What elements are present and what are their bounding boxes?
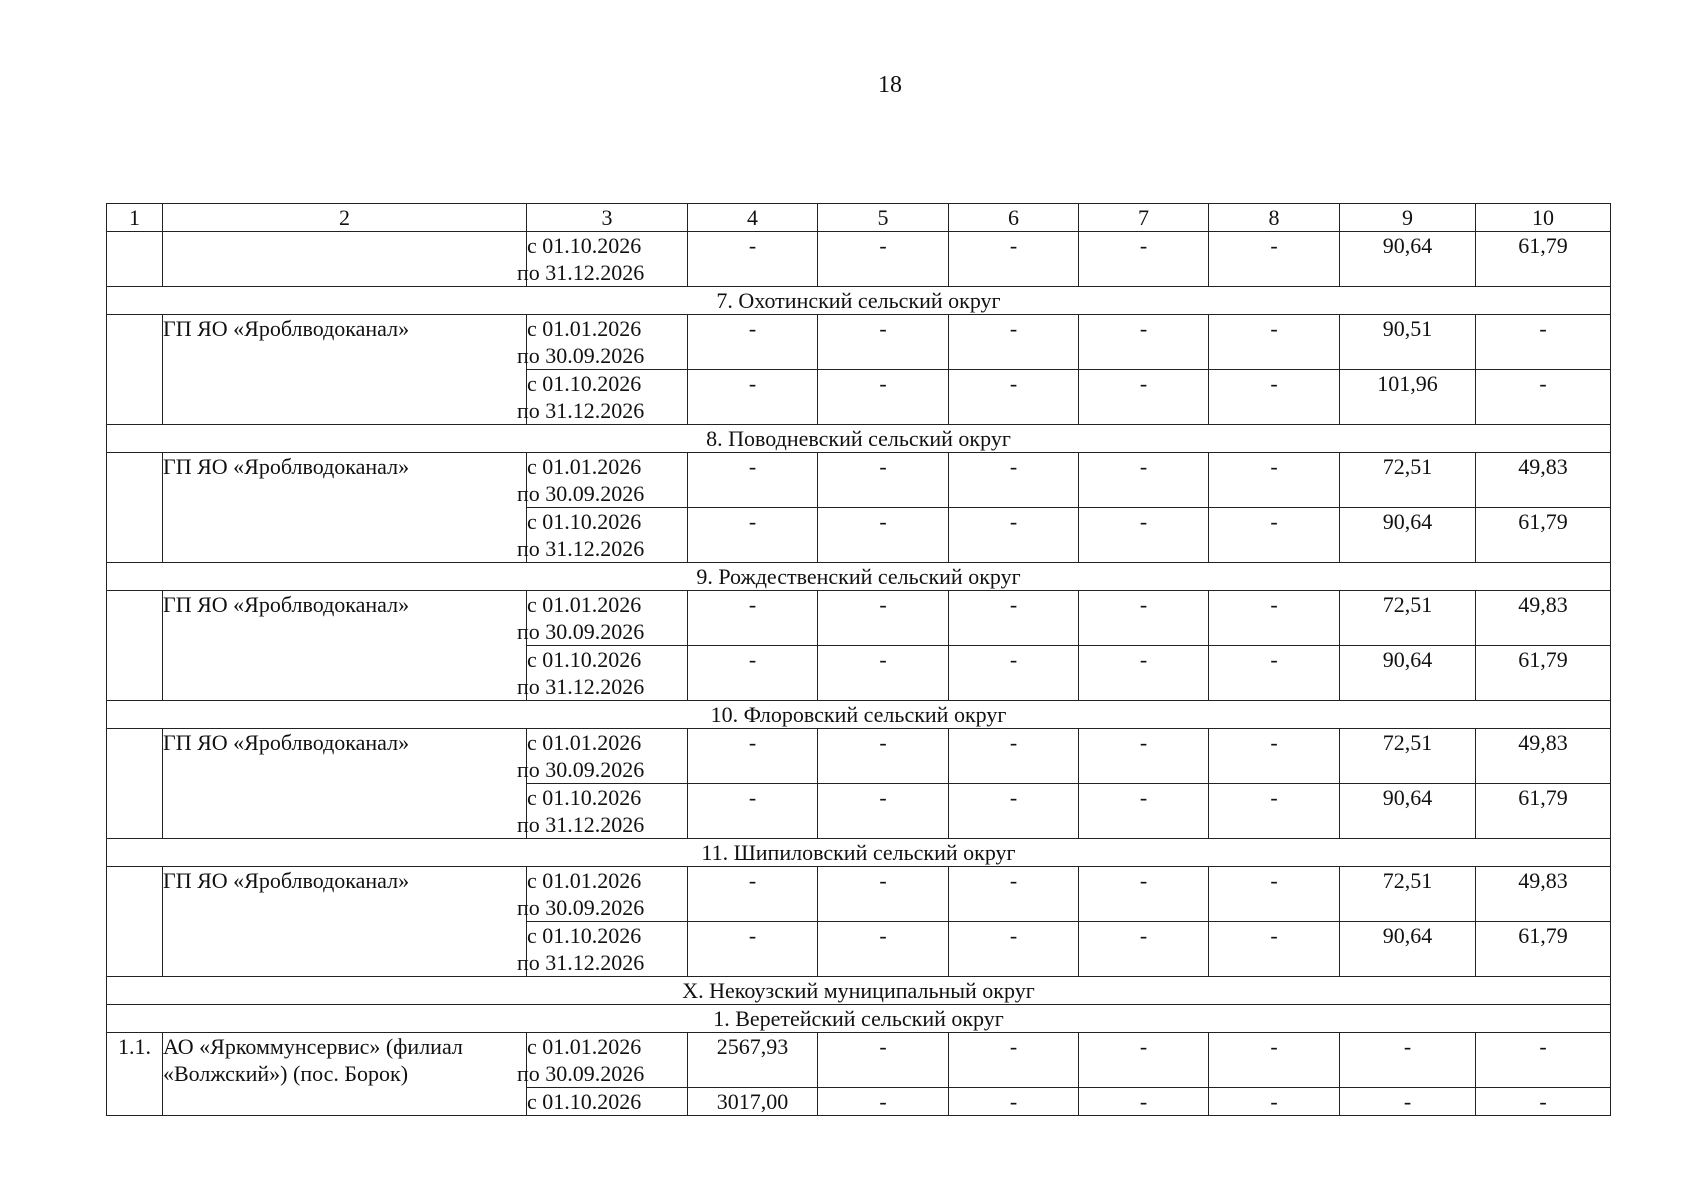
section-title: 7. Охотинский сельский округ	[107, 287, 1611, 315]
period-cell	[517, 370, 688, 425]
column-header: 7	[1079, 204, 1209, 232]
table-row	[107, 1033, 1611, 1088]
tariff-value: -	[949, 508, 1079, 563]
tariff-value: -	[1079, 370, 1209, 425]
tariff-value: 72,51	[1340, 729, 1476, 784]
tariff-value: -	[818, 729, 949, 784]
tariff-value: -	[1209, 591, 1340, 646]
tariff-value: 90,64	[1340, 508, 1476, 563]
header-row	[107, 204, 1611, 232]
period-start: с 01.10.2026	[527, 233, 642, 258]
tariff-value: -	[688, 729, 818, 784]
tariff-value: -	[1079, 729, 1209, 784]
section-row	[107, 563, 1611, 591]
period-end: по 31.12.2026	[517, 674, 645, 699]
tariff-value: -	[1079, 315, 1209, 370]
period-cell	[517, 784, 688, 839]
period-start: с 01.10.2026	[527, 1089, 642, 1114]
period-start: с 01.01.2026	[527, 868, 642, 893]
tariff-value: -	[1209, 508, 1340, 563]
tariff-value: -	[688, 867, 818, 922]
tariff-value: -	[1476, 1033, 1611, 1088]
tariff-value: -	[818, 784, 949, 839]
page-number: 18	[878, 72, 902, 98]
table-row	[107, 453, 1611, 508]
row-number	[107, 729, 163, 839]
period-end: по 31.12.2026	[517, 398, 645, 423]
tariff-value: -	[1209, 453, 1340, 508]
tariff-value: -	[688, 370, 818, 425]
column-header: 9	[1340, 204, 1476, 232]
row-number	[107, 591, 163, 701]
tariff-value: -	[949, 729, 1079, 784]
tariff-value: 90,64	[1340, 922, 1476, 977]
tariff-value: 49,83	[1476, 453, 1611, 508]
tariff-value: -	[818, 315, 949, 370]
tariff-value: -	[949, 646, 1079, 701]
period-cell	[517, 453, 688, 508]
tariff-value: -	[818, 370, 949, 425]
tariff-value: -	[949, 315, 1079, 370]
table-row	[107, 867, 1611, 922]
organization-name: ГП ЯО «Яроблводоканал»	[163, 315, 527, 425]
tariff-value: 72,51	[1340, 867, 1476, 922]
section-row	[107, 425, 1611, 453]
tariff-value: -	[818, 646, 949, 701]
section-row	[107, 287, 1611, 315]
tariff-value: -	[949, 922, 1079, 977]
section-row	[107, 839, 1611, 867]
section-title: X. Некоузский муниципальный округ	[107, 977, 1611, 1005]
tariff-value: -	[949, 1033, 1079, 1088]
tariff-value: 90,64	[1340, 232, 1476, 287]
column-header: 10	[1476, 204, 1611, 232]
tariff-value: 72,51	[1340, 591, 1476, 646]
organization-name: ГП ЯО «Яроблводоканал»	[163, 453, 527, 563]
tariff-value: 61,79	[1476, 232, 1611, 287]
tariff-value: 61,79	[1476, 922, 1611, 977]
table-row	[107, 315, 1611, 370]
period-start: с 01.01.2026	[527, 1034, 642, 1059]
tariff-value: -	[1209, 922, 1340, 977]
column-header: 8	[1209, 204, 1340, 232]
tariff-value: 72,51	[1340, 453, 1476, 508]
period-cell	[517, 1033, 688, 1088]
period-start: с 01.10.2026	[527, 923, 642, 948]
tariff-table	[106, 203, 1611, 1116]
column-header: 1	[107, 204, 163, 232]
table-row	[107, 232, 1611, 287]
section-row	[107, 1005, 1611, 1033]
tariff-value: 90,51	[1340, 315, 1476, 370]
tariff-value: -	[688, 922, 818, 977]
tariff-value: -	[688, 591, 818, 646]
tariff-value: -	[949, 591, 1079, 646]
period-end: по 31.12.2026	[517, 812, 645, 837]
row-number	[107, 867, 163, 977]
period-cell	[517, 867, 688, 922]
period-end: по 31.12.2026	[517, 536, 645, 561]
section-title: 11. Шипиловский сельский округ	[107, 839, 1611, 867]
section-title: 1. Веретейский сельский округ	[107, 1005, 1611, 1033]
period-start: с 01.10.2026	[527, 647, 642, 672]
section-title: 8. Поводневский сельский округ	[107, 425, 1611, 453]
organization-name: ГП ЯО «Яроблводоканал»	[163, 591, 527, 701]
tariff-value: -	[949, 784, 1079, 839]
period-end: по 30.09.2026	[517, 343, 645, 368]
tariff-value: -	[1209, 867, 1340, 922]
table-row	[107, 729, 1611, 784]
tariff-value: -	[1079, 453, 1209, 508]
tariff-value: 101,96	[1340, 370, 1476, 425]
period-cell	[517, 646, 688, 701]
tariff-value: -	[688, 784, 818, 839]
tariff-value: -	[818, 1088, 949, 1116]
row-number	[107, 315, 163, 425]
tariff-value: -	[1079, 232, 1209, 287]
tariff-value: 49,83	[1476, 867, 1611, 922]
period-start: с 01.10.2026	[527, 371, 642, 396]
tariff-value: -	[1476, 370, 1611, 425]
period-cell	[517, 591, 688, 646]
tariff-value: 3017,00	[688, 1088, 818, 1116]
tariff-value: -	[688, 508, 818, 563]
column-header: 6	[949, 204, 1079, 232]
tariff-value: -	[1079, 508, 1209, 563]
period-end: по 30.09.2026	[517, 895, 645, 920]
tariff-value: -	[1079, 591, 1209, 646]
period-start: с 01.01.2026	[527, 316, 642, 341]
tariff-value: 90,64	[1340, 784, 1476, 839]
period-start: с 01.01.2026	[527, 592, 642, 617]
tariff-value: -	[949, 232, 1079, 287]
section-title: 10. Флоровский сельский округ	[107, 701, 1611, 729]
organization-name	[163, 232, 527, 287]
row-number: 1.1.	[107, 1033, 163, 1116]
column-header: 4	[688, 204, 818, 232]
organization-name: ГП ЯО «Яроблводоканал»	[163, 729, 527, 839]
period-cell	[517, 315, 688, 370]
row-number	[107, 232, 163, 287]
period-end: по 30.09.2026	[517, 757, 645, 782]
section-title: 9. Рождественский сельский округ	[107, 563, 1611, 591]
tariff-value: -	[1079, 1033, 1209, 1088]
tariff-value: -	[1209, 315, 1340, 370]
column-header: 2	[163, 204, 527, 232]
tariff-value: -	[688, 232, 818, 287]
tariff-value: -	[949, 453, 1079, 508]
table-row	[107, 591, 1611, 646]
tariff-value: 2567,93	[688, 1033, 818, 1088]
tariff-value: -	[818, 591, 949, 646]
organization-name: ГП ЯО «Яроблводоканал»	[163, 867, 527, 977]
tariff-value: -	[688, 315, 818, 370]
tariff-value: 49,83	[1476, 729, 1611, 784]
organization-name: АО «Яркоммунсервис» (филиал «Волжский») (пос. Борок)	[163, 1033, 527, 1116]
period-cell	[517, 508, 688, 563]
tariff-value: -	[688, 453, 818, 508]
tariff-value: -	[1079, 867, 1209, 922]
tariff-value: 61,79	[1476, 784, 1611, 839]
tariff-value: -	[1209, 1033, 1340, 1088]
tariff-value: 61,79	[1476, 646, 1611, 701]
section-row	[107, 977, 1611, 1005]
tariff-value: -	[1209, 232, 1340, 287]
period-start: с 01.01.2026	[527, 454, 642, 479]
period-start: с 01.01.2026	[527, 730, 642, 755]
period-end: по 30.09.2026	[517, 1061, 645, 1086]
tariff-value: -	[949, 867, 1079, 922]
period-cell	[527, 1088, 688, 1116]
period-start: с 01.10.2026	[527, 509, 642, 534]
period-cell	[517, 729, 688, 784]
tariff-value: -	[1079, 1088, 1209, 1116]
tariff-value: -	[818, 232, 949, 287]
tariff-value: -	[1209, 784, 1340, 839]
tariff-value: -	[1079, 784, 1209, 839]
tariff-value: 90,64	[1340, 646, 1476, 701]
period-start: с 01.10.2026	[527, 785, 642, 810]
tariff-value: -	[1209, 646, 1340, 701]
period-end: по 31.12.2026	[517, 950, 645, 975]
tariff-value: -	[818, 1033, 949, 1088]
row-number	[107, 453, 163, 563]
period-cell	[517, 922, 688, 977]
tariff-value: -	[1209, 1088, 1340, 1116]
tariff-value: -	[818, 867, 949, 922]
tariff-value: -	[1340, 1088, 1476, 1116]
tariff-value: -	[1209, 729, 1340, 784]
period-end: по 30.09.2026	[517, 619, 645, 644]
tariff-value: -	[818, 922, 949, 977]
tariff-value: 49,83	[1476, 591, 1611, 646]
period-end: по 31.12.2026	[517, 260, 645, 285]
period-end: по 30.09.2026	[517, 481, 645, 506]
tariff-value: -	[949, 370, 1079, 425]
column-header: 5	[818, 204, 949, 232]
tariff-value: -	[949, 1088, 1079, 1116]
tariff-value: -	[818, 453, 949, 508]
tariff-value: -	[1079, 922, 1209, 977]
section-row	[107, 701, 1611, 729]
period-cell	[517, 232, 688, 287]
tariff-value: -	[1476, 315, 1611, 370]
tariff-value: -	[688, 646, 818, 701]
tariff-value: -	[818, 508, 949, 563]
tariff-value: -	[1476, 1088, 1611, 1116]
tariff-value: -	[1340, 1033, 1476, 1088]
tariff-value: -	[1209, 370, 1340, 425]
tariff-value: 61,79	[1476, 508, 1611, 563]
column-header: 3	[527, 204, 688, 232]
tariff-value: -	[1079, 646, 1209, 701]
